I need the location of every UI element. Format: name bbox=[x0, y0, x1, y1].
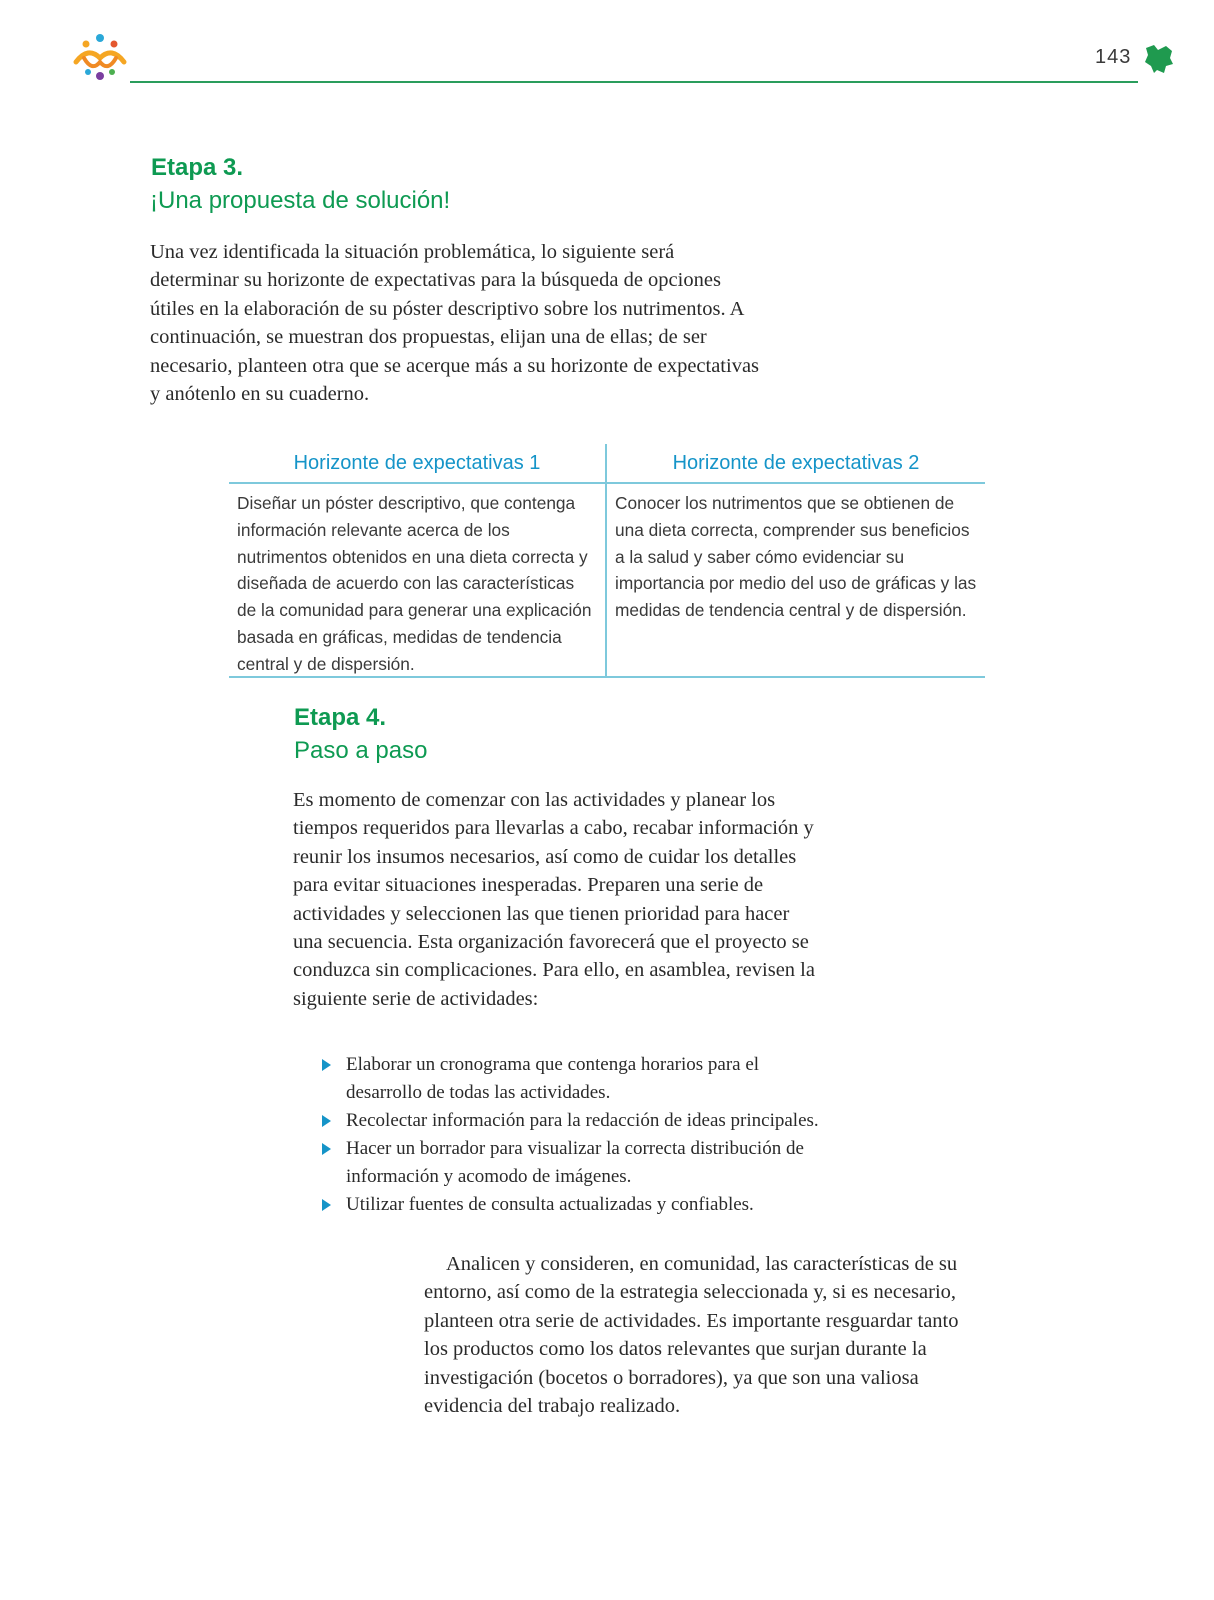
list-item: Elaborar un cronograma que contenga horarios para el desarrollo de todas las actividades. bbox=[320, 1051, 820, 1107]
bullet-triangle-icon bbox=[322, 1115, 331, 1127]
expectations-table bbox=[229, 444, 985, 678]
activities-list bbox=[320, 1051, 820, 1219]
list-item: Recolectar información para la redacción de ideas principales. bbox=[320, 1107, 820, 1135]
list-item: Hacer un borrador para visualizar la correcta distribución de información y acomodo de imágenes. bbox=[320, 1135, 820, 1191]
table-header-2: Horizonte de expectativas 2 bbox=[607, 444, 985, 484]
closing-paragraph: Analicen y consideren, en comunidad, las características de su entorno, así como de la estrategia seleccionada y, si es necesario, planteen otra serie de actividades. Es importante resguardar tanto los productos como los datos relevantes que surjan durante la investigación (bocetos o borradores), ya que son una valiosa evidencia del trabajo realizado. bbox=[424, 1253, 959, 1418]
table-column-1 bbox=[229, 444, 607, 676]
map-icon bbox=[1142, 42, 1176, 76]
community-logo-icon bbox=[70, 32, 130, 84]
table-header-1: Horizonte de expectativas 1 bbox=[229, 444, 605, 484]
bullet-triangle-icon bbox=[322, 1143, 331, 1155]
bullet-triangle-icon bbox=[322, 1059, 331, 1071]
bullet-triangle-icon bbox=[322, 1199, 331, 1211]
stage3-paragraph: Una vez identificada la situación problemática, lo siguiente será determinar su horizonte de expectativas para la búsqueda de opciones útiles en la elaboración de su póster descriptivo sobre los nutrimentos. A continuación, se muestran dos propuestas, elijan una de ellas; de ser necesario, planteen otra que se acerque más a su horizonte de expectativas y anótenlo en su cuaderno. bbox=[150, 241, 760, 406]
list-item: Utilizar fuentes de consulta actualizadas y confiables. bbox=[320, 1191, 820, 1219]
stage3-title: Etapa 3. bbox=[151, 154, 244, 181]
table-cell-1: Diseñar un póster descriptivo, que contenga información relevante acerca de los nutrimentos obtenidos en una dieta correcta y diseñada de acuerdo con las características de la comunidad para generar una explicación basada en gráficas, medidas de tendencia central y de dispersión. bbox=[237, 493, 592, 674]
stage4-subtitle: Paso a paso bbox=[294, 737, 428, 764]
stage4-title: Etapa 4. bbox=[294, 704, 387, 731]
table-column-2 bbox=[607, 444, 985, 676]
table-cell-2: Conocer los nutrimentos que se obtienen de una dieta correcta, comprender sus beneficios a la salud y saber cómo evidenciar su importancia por medio del uso de gráficas y las medidas de tendencia central y de dispersión. bbox=[615, 493, 977, 621]
page-number: 143 bbox=[1095, 46, 1132, 68]
stage3-subtitle: ¡Una propuesta de solución! bbox=[150, 187, 451, 214]
stage4-paragraph: Es momento de comenzar con las actividades y planear los tiempos requeridos para llevarlas a cabo, recabar información y reunir los insumos necesarios, así como de cuidar los detalles para evitar situaciones inesperadas. Preparen una serie de actividades y seleccionen las que tienen prioridad para hacer una secuencia. Esta organización favorecerá que el proyecto se conduzca sin complicaciones. Para ello, en asamblea, revisen la siguiente serie de actividades: bbox=[293, 789, 815, 1010]
header-rule bbox=[130, 81, 1138, 83]
